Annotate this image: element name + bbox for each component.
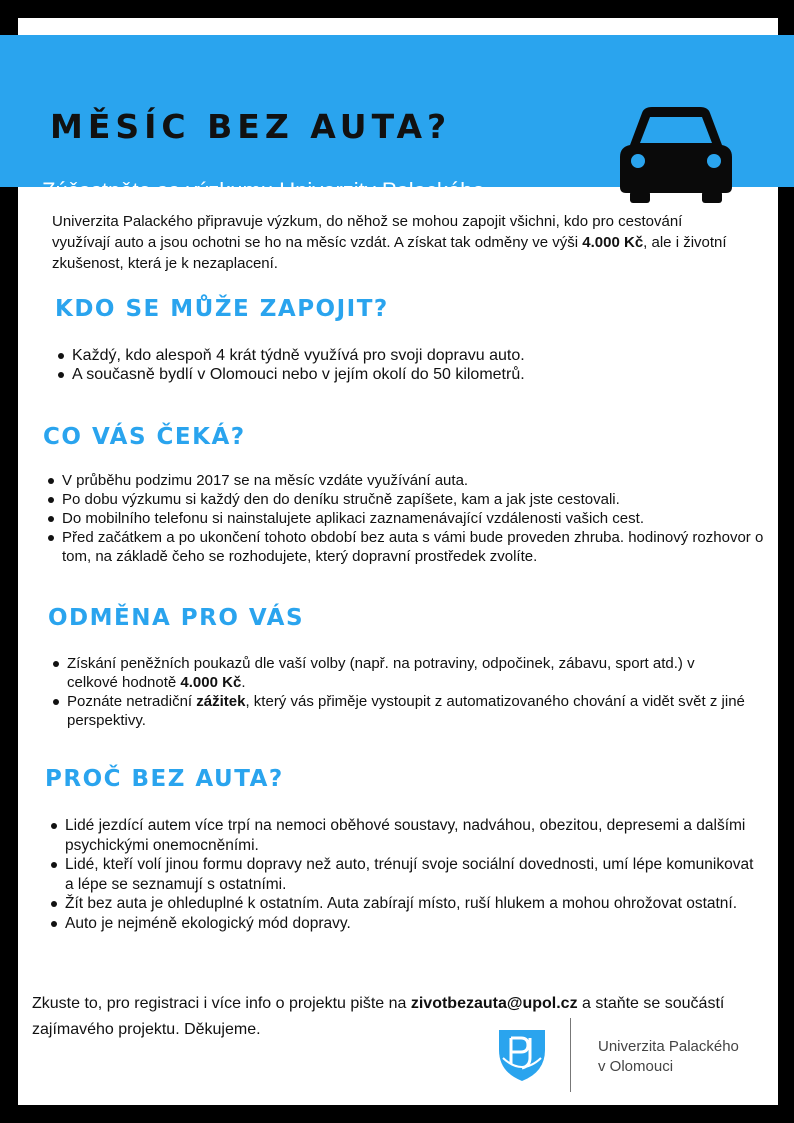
section-heading-why: PROČ BEZ AUTA?	[45, 766, 284, 792]
university-shield-icon	[497, 1028, 547, 1082]
list-item: Každý, kdo alespoň 4 krát týdně využívá pro svoji dopravu auto.	[72, 346, 772, 365]
closing-paragraph: Zkuste to, pro registraci i více info o projektu pište na zivotbezauta@upol.cz a staňte se součástí zajímavého projektu. Děkujeme.	[32, 995, 725, 1038]
list-item: Poznáte netradiční zážitek, který vás přiměje vystoupit z automatizovaného chování a vidět svět z jiné perspektivy.	[67, 692, 747, 730]
section-heading-who: KDO SE MŮŽE ZAPOJIT?	[55, 296, 389, 322]
why-list	[49, 816, 755, 933]
list-item: Lidé, kteří volí jinou formu dopravy než auto, trénují svoje sociální dovednosti, umí lépe komunikovat a lépe se seznamují s ostatními.	[65, 856, 754, 893]
contact-email-link[interactable]: zivotbezauta@upol.cz	[410, 995, 578, 1012]
page-subtitle: Zúčastněte se výzkumu Univerzity Palackého	[42, 178, 485, 203]
list-item: Získání peněžních poukazů dle vaší volby (např. na potraviny, odpočinek, zábavu, sport atd.) v celkové hodnotě 4.000 Kč.	[67, 654, 747, 692]
list-item: Do mobilního telefonu si nainstalujete aplikaci zaznamenávající vzdálenosti vašich cest.	[62, 509, 782, 528]
list-item: Lidé jezdící autem více trpí na nemoci oběhové soustavy, nadváhou, obezitou, depresemi a dalšími psychickými onemocněními.	[65, 816, 755, 855]
intro-paragraph: Univerzita Palackého připravuje výzkum, do něhož se mohou zapojit všichni, kdo pro cestování využívají auto a jsou ochotni se ho na měsíc vzdát. A získat tak odměny ve výši 4.000 Kč, ale i životní zkušenost, která je k nezaplacení.	[52, 213, 727, 272]
page-title: MĚSÍC BEZ AUTA?	[50, 107, 452, 146]
list-item: Auto je nejméně ekologický mód dopravy.	[65, 914, 755, 934]
list-item: A současně bydlí v Olomouci nebo v jejím okolí do 50 kilometrů.	[72, 365, 772, 384]
list-item: Před začátkem a po ukončení tohoto období bez auta s vámi bude proveden zhruba. hodinový rozhovor o tom, na základě čeho se rozhodujete, který dopravní prostředek zvolíte.	[62, 528, 782, 566]
university-logo-text: Univerzita Palackého v Olomouci	[598, 1038, 739, 1075]
section-heading-reward: ODMĚNA PRO VÁS	[48, 605, 305, 631]
who-list	[56, 346, 772, 384]
logo-divider	[570, 1018, 571, 1092]
car-icon	[620, 105, 732, 205]
what-list	[46, 471, 782, 566]
reward-list	[51, 654, 747, 730]
header-banner	[0, 35, 794, 203]
list-item: Po dobu výzkumu si každý den do deníku stručně zapíšete, kam a jak jste cestovali.	[62, 490, 782, 509]
list-item: Žít bez auta je ohleduplné k ostatním. Auta zabírají místo, ruší hlukem a mohou ohrožovat ostatní.	[65, 894, 755, 914]
list-item: V průběhu podzimu 2017 se na měsíc vzdáte využívání auta.	[62, 471, 782, 490]
section-heading-what: CO VÁS ČEKÁ?	[43, 424, 246, 450]
